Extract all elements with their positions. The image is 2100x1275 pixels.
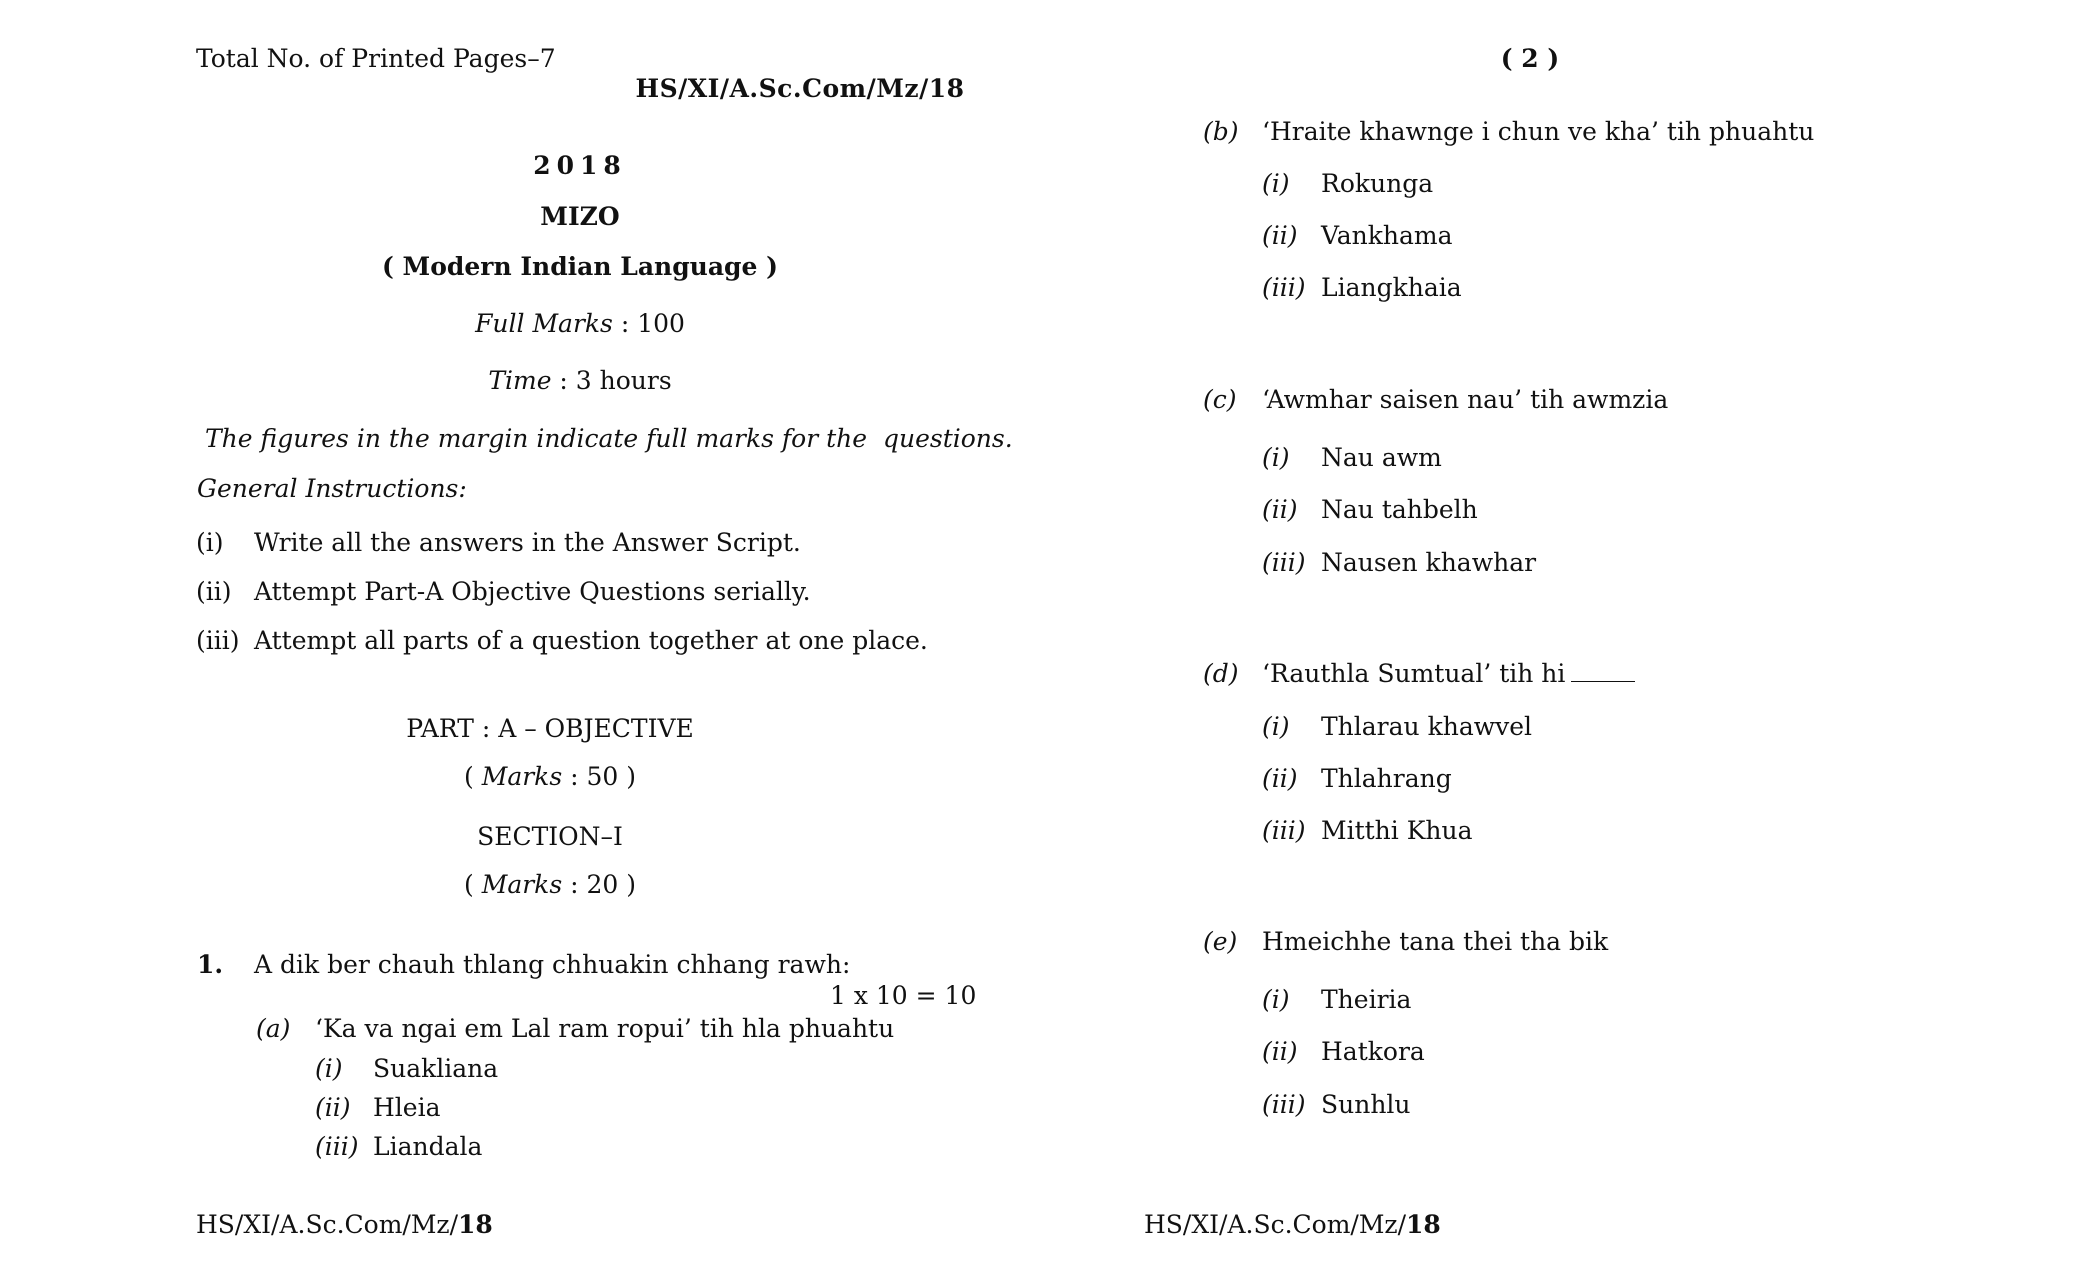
subquestion-label: (a) bbox=[256, 1014, 291, 1043]
marks-label: Marks bbox=[481, 870, 563, 899]
full-marks-label: Full Marks bbox=[475, 309, 613, 338]
exam-time bbox=[430, 366, 730, 396]
subject-title: MIZO bbox=[540, 202, 620, 231]
question-text: A dik ber chauh thlang chhuakin chhang rawh: bbox=[254, 950, 851, 979]
printed-pages-count: Total No. of Printed Pages–7 bbox=[196, 44, 556, 73]
instruction-item bbox=[196, 528, 801, 558]
option-number: (ii) bbox=[1262, 221, 1298, 250]
subquestion-text bbox=[1262, 659, 1635, 689]
part-a-marks bbox=[350, 762, 750, 792]
footer-code: HS/XI/A.Sc.Com/Mz/ bbox=[196, 1210, 459, 1239]
subquestion-label: (e) bbox=[1203, 927, 1238, 956]
subquestion-text-content: ‘Rauthla Sumtual’ tih hi bbox=[1262, 659, 1566, 688]
time-label: Time bbox=[488, 366, 552, 395]
language-subtitle: ( Modern Indian Language ) bbox=[382, 252, 778, 281]
option-text: Nau tahbelh bbox=[1321, 495, 1478, 524]
answer-blank bbox=[1571, 663, 1635, 682]
option-text: Hatkora bbox=[1321, 1037, 1425, 1066]
section-marks bbox=[350, 870, 750, 900]
paper-code: HS/XI/A.Sc.Com/Mz/18 bbox=[635, 74, 965, 103]
footer-year: 18 bbox=[1406, 1210, 1441, 1239]
option-number: (iii) bbox=[315, 1132, 359, 1161]
instruction-text: Write all the answers in the Answer Script. bbox=[254, 528, 801, 557]
option-number: (ii) bbox=[1262, 764, 1298, 793]
instruction-item bbox=[196, 577, 811, 607]
option-number: (iii) bbox=[1262, 548, 1306, 577]
page-number: ( 2 ) bbox=[1500, 44, 1560, 73]
instruction-text: Attempt Part-A Objective Questions serially. bbox=[254, 577, 811, 606]
option-number: (iii) bbox=[1262, 816, 1306, 845]
option-text: Liandala bbox=[373, 1132, 483, 1161]
option-text: Theiria bbox=[1321, 985, 1412, 1014]
option-text: Sunhlu bbox=[1321, 1090, 1411, 1119]
marks-open-paren: ( bbox=[464, 762, 482, 791]
option-text: Nau awm bbox=[1321, 443, 1442, 472]
option-number: (ii) bbox=[1262, 495, 1298, 524]
instruction-text: Attempt all parts of a question together at one place. bbox=[254, 626, 928, 655]
option-number: (i) bbox=[315, 1054, 343, 1083]
general-instructions-heading: General Instructions: bbox=[197, 474, 467, 503]
time-value: : 3 hours bbox=[551, 366, 672, 395]
full-marks-value: : 100 bbox=[612, 309, 685, 338]
option-text: Nausen khawhar bbox=[1321, 548, 1537, 577]
option-number: (i) bbox=[1262, 443, 1290, 472]
option-text: Thlahrang bbox=[1321, 764, 1452, 793]
option-number: (i) bbox=[1262, 169, 1290, 198]
option-text: Mitthi Khua bbox=[1321, 816, 1473, 845]
option-number: (i) bbox=[1262, 712, 1290, 741]
option-number: (ii) bbox=[315, 1093, 351, 1122]
exam-year: 2018 bbox=[533, 151, 627, 180]
option-text: Hleia bbox=[373, 1093, 441, 1122]
margin-note: The figures in the margin indicate full marks for the questions. bbox=[205, 424, 1013, 453]
option-text: Rokunga bbox=[1321, 169, 1434, 198]
page-footer bbox=[1144, 1210, 1441, 1240]
footer-code: HS/XI/A.Sc.Com/Mz/ bbox=[1144, 1210, 1407, 1239]
subquestion-text: ‘Ka va ngai em Lal ram ropui’ tih hla phuahtu bbox=[315, 1014, 895, 1043]
option-text: Suakliana bbox=[373, 1054, 499, 1083]
subquestion-text: ‘Hraite khawnge i chun ve kha’ tih phuahtu bbox=[1262, 117, 1815, 146]
section-heading: SECTION–I bbox=[477, 822, 623, 851]
part-a-heading: PART : A – OBJECTIVE bbox=[406, 714, 694, 743]
option-text: Thlarau khawvel bbox=[1321, 712, 1533, 741]
option-number: (iii) bbox=[1262, 273, 1306, 302]
footer-year: 18 bbox=[458, 1210, 493, 1239]
marks-value: : 20 ) bbox=[562, 870, 636, 899]
marks-label: Marks bbox=[481, 762, 563, 791]
marks-value: : 50 ) bbox=[562, 762, 636, 791]
question-marks: 1 x 10 = 10 bbox=[830, 981, 977, 1010]
instruction-number: (i) bbox=[196, 528, 224, 557]
subquestion-label: (c) bbox=[1203, 385, 1237, 414]
subquestion-label: (d) bbox=[1203, 659, 1239, 688]
option-text: Vankhama bbox=[1321, 221, 1453, 250]
instruction-number: (iii) bbox=[196, 626, 240, 655]
marks-open-paren: ( bbox=[464, 870, 482, 899]
subquestion-label: (b) bbox=[1203, 117, 1239, 146]
full-marks bbox=[430, 309, 730, 339]
option-text: Liangkhaia bbox=[1321, 273, 1462, 302]
page-footer bbox=[196, 1210, 493, 1240]
subquestion-text: ‘Awmhar saisen nau’ tih awmzia bbox=[1262, 385, 1669, 414]
option-number: (i) bbox=[1262, 985, 1290, 1014]
instruction-number: (ii) bbox=[196, 577, 232, 606]
question-number: 1. bbox=[197, 950, 224, 979]
instruction-item bbox=[196, 626, 928, 656]
subquestion-text: Hmeichhe tana thei tha bik bbox=[1262, 927, 1609, 956]
option-number: (iii) bbox=[1262, 1090, 1306, 1119]
option-number: (ii) bbox=[1262, 1037, 1298, 1066]
